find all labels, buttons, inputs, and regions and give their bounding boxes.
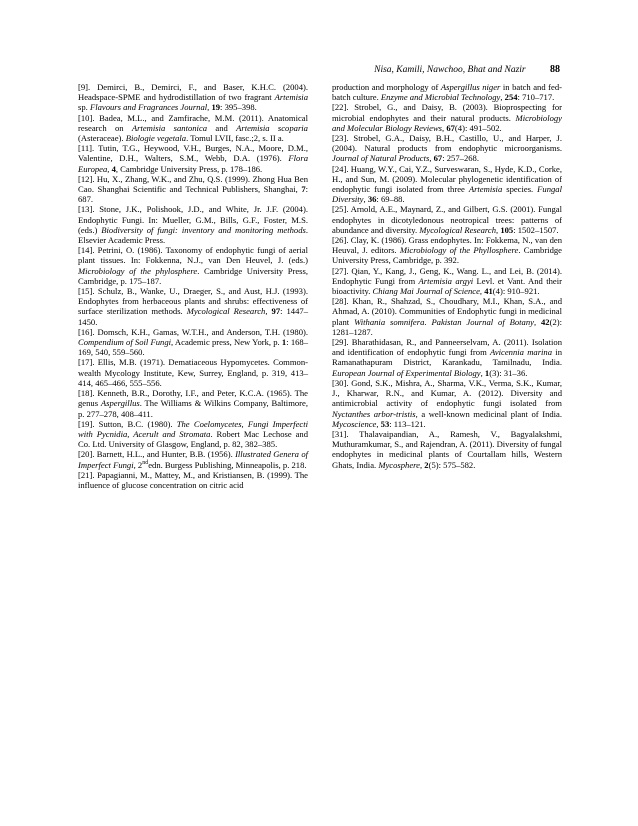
reference-text: , Cambridge University Press, p. 178–186. [115,163,263,174]
reference-text: 41 [484,286,493,297]
reference-text: Chiang Mai Journal of Science [372,286,480,297]
ref-18 [78,388,308,419]
reference-text: 53 [380,418,390,429]
ref-28 [332,296,562,337]
reference-text: [27]. Qian, Y., Kang, J., Geng, K., Wang. L., and Lei, B. (2014). Endophytic Fungi from [332,265,562,286]
reference-text: [11]. Tutin, T.G., Heywood, V.H., Burges, N.A., Moore, D.M., Valentine, D.H., Walters, S.M., Webb, D.A. (1976). [78,143,308,164]
reference-text: Aspergillus niger [440,82,501,92]
reference-text: : 395–398. [220,102,257,113]
reference-text: [21]. Papagianni, M., Mattey, M., and Kristiansen, B. (1999). The influence of glucose concentration on citric acid [78,469,308,490]
reference-text: Enzyme and Microbial Technology [380,92,501,103]
ref-10 [78,113,308,144]
reference-text: (5): 575–582. [428,459,476,470]
reference-text: Pakistan Journal of Botany [431,316,534,327]
reference-text: [29]. Bharathidasan, R., and Panneerselvam, A. (2011). Isolation and identification of endophytic fungi from [332,337,562,358]
reference-text: Microbiology of the Phyllosphere [399,245,519,256]
reference-text: (4): 491–502. [454,122,502,133]
reference-text: , [500,92,505,103]
reference-text: [20]. Barnett, H.L., and Hunter, B.B. (1956). [78,449,236,460]
reference-text: 67 [446,122,455,133]
reference-text: , [429,153,434,164]
reference-text: , Academic press, New York, p. [171,337,282,348]
references-right-column [332,82,562,490]
reference-text: (2): 1281–1287. [332,316,563,337]
reference-text: [13]. Stone, J.K., Polishook, J.D., and White, Jr. J.F. (2004). Endophytic Fungi. In: Mueller, G.M., Bills, G.F., Foster, M.S. (eds.) [78,204,308,235]
reference-text: [24]. Huang, W.Y., Cai, Y.Z., Surveswaran, S., Hyde, K.D., Corke, H., and Sun, M. (2009). Molecular phylogenetic identification of endophytic fungi isolated from three [332,163,562,195]
reference-text: Artemisia scoparia [236,122,308,133]
reference-text: edn. Burgess Publishing, Minneapolis, p. 218. [148,459,307,470]
reference-text: 97 [271,306,281,317]
ref-31 [332,429,562,470]
reference-text: [14]. Petrini, O. (1986). Taxonomy of endophytic fungi of aerial plant tissues. In: Fokkenna, N.J., van Den Heuvel, J. (eds.) [78,245,308,266]
ref-9 [78,82,308,113]
reference-text: production and morphology of [332,82,441,92]
reference-text: , [107,163,112,174]
reference-text: , [479,286,485,297]
reference-text: : 1447–1450. [78,306,308,327]
ref-21 [78,470,308,490]
reference-text: Aspergillus [100,398,140,409]
reference-text: . Tomul LVII, fasc.;2, s. II a. [186,133,284,144]
references-columns [78,82,562,490]
reference-text: . The Williams & Wilkins Company, Baltimore, p. 277–278, 408–411. [78,398,309,419]
reference-text: 36 [367,194,377,205]
ref-21-cont [332,82,562,102]
reference-text: Journal of Natural Products [332,153,430,164]
ref-23 [332,133,562,164]
reference-text: in batch and fed-batch culture. [332,82,563,103]
reference-text: , a well-known medicinal plant of India. [415,408,563,419]
ref-26 [332,235,562,266]
reference-text: [19]. Sutton, B.C. (1980). [78,418,177,429]
reference-text: Compendium of Soil Fungi [78,337,172,348]
reference-text: [30]. Gond, S.K., Mishra, A., Sharma, V.K., Verma, S.K., Kumar, J., Kharwar, R.N., and Kumar, A. (2012). Diversity and antimicrobial activity of endophytic fungi isolated from [332,377,562,409]
reference-text: : 710–717. [517,92,555,103]
reference-text: : 168–169, 540, 559–560. [78,337,309,358]
reference-text: [18]. Kenneth, B.R., Dorothy, I.F., and Peter, K.C.A. (1965). The genus [78,388,308,409]
reference-text: 1 [281,337,287,348]
reference-text: and [207,122,237,133]
reference-text: Microbiology of the phylosphere [78,265,198,276]
reference-text: . [424,316,432,327]
running-header [78,64,560,78]
reference-text: [28]. Khan, R., Shahzad, S., Choudhary, M.I., Khan, S.A., and Ahmad, A. (2010). Communities of Endophytic fungi in medicinal plant [332,296,562,327]
reference-text: Fungal Diversity [332,184,562,205]
reference-text: (3): 31–36. [489,367,528,378]
reference-text: (4): 910–921. [492,286,540,297]
reference-text: . Cambridge University Press, Cambridge, p. 392. [332,245,562,266]
reference-text: Biologie vegetala [125,133,187,144]
ref-13 [78,204,308,245]
reference-text: : 687. [78,184,308,205]
reference-text: [22]. Strobel, G., and Daisy, B. (2003). Bioprospecting for microbial endophytes and their natural products. [332,102,562,123]
reference-text: . Robert Mac Lechose and Co. Ltd. University of Glasgow, England, p. 82, 382–385. [78,428,308,450]
ref-19 [78,419,308,450]
reference-text: : 69–88. [376,194,405,205]
page-number: 88 [550,64,560,75]
reference-text: [16]. Domsch, K.H., Gamas, W.T.H., and Anderson, T.H. (1980). [78,326,308,337]
reference-text: Illustrated Genera of Imperfect Fungi [78,449,308,470]
reference-text: European Journal of Experimental Biology [332,367,481,378]
reference-text: , [442,122,447,133]
reference-text: Mycological Research [419,224,497,235]
ref-20 [78,449,308,469]
ref-29 [332,337,562,378]
reference-text: [23]. Strobel, G.A., Daisy, B.H., Castillo, U., and Harper, J. (2004). Natural products from endophytic microorganisms. [332,133,562,154]
reference-text: [12]. Hu, X., Zhang, W.K., and Zhu, Q.S. (1999). Zhong Hua Ben Cao. Shanghai Scientific and Technical Publishers, Shanghai, [78,173,308,195]
reference-text: [31]. Thalavaipandian, A., Ramesh, V., Bagyalakshmi, Muthuramkumar, S., and Rajendran, A. (2011). Diversity of fungal endophytes in medicinal plants of Courtallam hills, Western Ghats, India. [332,428,562,470]
reference-text: Mycosphere [378,459,420,470]
reference-text: Flora Europea [78,153,308,174]
reference-text: 7 [301,184,306,195]
ref-16 [78,327,308,358]
reference-text: , [265,306,272,317]
reference-text: . Cambridge University Press, Cambridge, p. 175–187. [78,265,308,286]
reference-text: : 257–268. [442,153,479,164]
reference-text: 67 [433,153,443,164]
ref-25 [332,204,562,235]
ref-22 [332,102,562,133]
reference-text: , [480,367,485,378]
reference-text: 1 [484,367,490,378]
ref-17 [78,357,308,388]
reference-text: Artemisia santonica [131,122,208,133]
reference-text: , [207,102,212,113]
reference-text: 42 [541,316,550,327]
reference-text: Levl. et Vant. And their bioactivity. [332,275,562,297]
header-authors: Nisa, Kamili, Nawchoo, Bhat and Nazir [374,65,526,75]
reference-text: [15]. Schulz, B., Wanke, U., Draeger, S., and Aust, H.J. (1993). Endophytes from herbaceous plants and shrubs: effectiveness of surface sterilization methods. [78,286,308,317]
references-left-column [78,82,308,490]
reference-text: 19 [211,102,221,113]
reference-text: (Asteraceae). [78,133,126,144]
reference-text: Artemisia [468,184,503,195]
reference-text: Avicennia marina [490,347,553,358]
reference-text: Flavours and Fragrances Journal [89,102,208,113]
ref-15 [78,286,308,327]
reference-text: , [376,418,381,429]
reference-text: [9]. Demirci, B., Demirci, F., and Baser, K.H.C. (2004). Headspace-SPME and hydrodistillation of two fragrant [78,82,308,103]
reference-text: 2 [424,459,429,470]
ref-11 [78,143,308,174]
reference-text: Artemisia argyi [418,275,474,286]
ref-27 [332,266,562,297]
reference-text: Biodiversity of fungi: inventory and monitoring methods [101,224,306,235]
ref-14 [78,245,308,286]
reference-text: 4 [111,163,116,174]
reference-text: Mycological Research [186,306,266,317]
reference-text: [26]. Clay, K. (1986). Grass endophytes. In: Fokkema, N., van den Heuval, J. editors. [332,235,562,256]
reference-text: Withania somnifera [354,316,425,327]
reference-text: Artemisia [274,92,308,103]
reference-text: [25]. Arnold, A.E., Maynard, Z., and Gilbert, G.S. (2001). Fungal endophytes in dicotyledonous neotropical trees: patterns of abundance and diversity. [332,204,562,235]
reference-text: , [363,194,368,205]
reference-text: , [496,224,501,235]
reference-text: , [420,459,425,470]
reference-text: [10]. Badea, M.L., and Zamfirache, M.M. (2011). Anatomical research on [78,112,308,133]
reference-text: The Coelomycetes, Fungi Imperfecti with Pycnidia, Acerult and Stromata [78,418,308,439]
reference-text: [17]. Ellis, M.B. (1971). Dematiaceous Hypomycetes. Common-wealth Mycology Institute, Kew, Surrey, England, p. 319, 413–414, 465–466, 555–556. [78,357,308,388]
reference-text: : 1502–1507. [513,224,559,235]
reference-text: . Elsevier Academic Press. [78,224,308,246]
ref-30 [332,378,562,429]
reference-text: 105 [500,224,514,235]
ref-12 [78,174,308,205]
reference-text: species. [502,184,538,195]
reference-text: , [533,316,541,327]
reference-text: Mycoscience [332,418,377,429]
reference-text: 254 [504,92,518,103]
reference-text: nd [142,459,149,466]
reference-text: Nyctanthes arbor-tristis [332,408,416,419]
reference-text: Microbiology and Molecular Biology Reviews [332,112,562,133]
reference-text: , 2 [133,459,143,470]
ref-24 [332,164,562,205]
reference-text: in Ramanathapuram District, Karankadu, Tamilnadu, India. [332,347,562,368]
reference-text: sp. [78,102,90,113]
reference-text: : 113–121. [389,418,426,429]
